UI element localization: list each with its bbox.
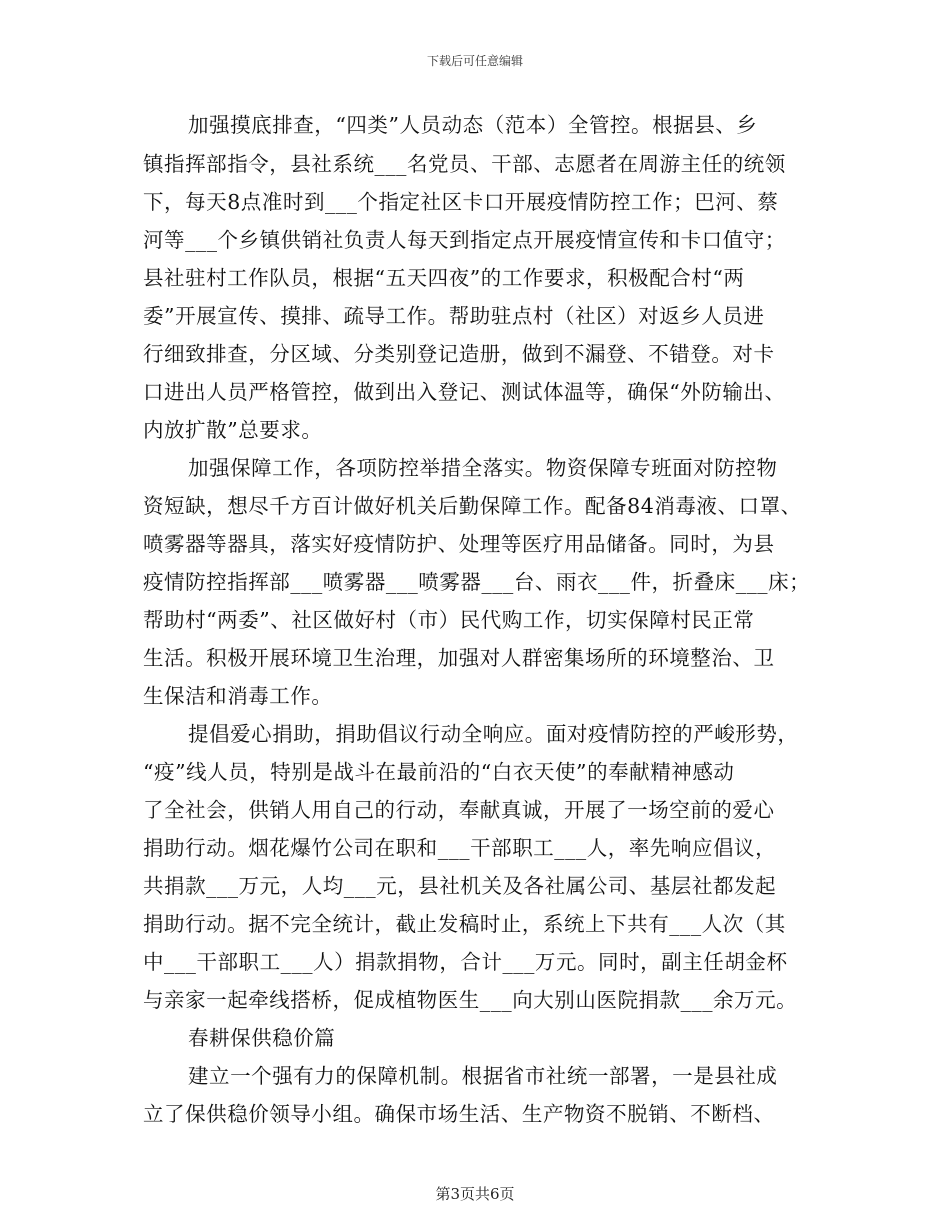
text-line: 疫情防控指挥部___喷雾器___喷雾器___台、雨衣___件，折叠床___床； xyxy=(143,570,811,594)
section-heading: 春耕保供稳价篇 xyxy=(188,1026,336,1050)
text-line: 县社驻村工作队员，根据“五天四夜”的工作要求，积极配合村“两 xyxy=(143,266,745,290)
text-line: 中___干部职工___人）捐款捐物，合计___万元。同时，副主任胡金杯 xyxy=(143,950,788,974)
text-line: “疫”线人员，特别是战斗在最前沿的“白衣天使”的奉献精神感动 xyxy=(143,760,735,784)
text-line: 喷雾器等器具，落实好疫情防护、处理等医疗用品储备。同时，为县 xyxy=(143,532,775,556)
text-line: 加强摸底排查，“四类”人员动态（范本）全管控。根据县、乡 xyxy=(188,113,758,137)
text-line: 内放扩散”总要求。 xyxy=(143,418,323,442)
text-line: 委”开展宣传、摸排、疏导工作。帮助驻点村（社区）对返乡人员进 xyxy=(143,304,765,328)
text-line: 加强保障工作，各项防控举措全落实。物资保障专班面对防控物 xyxy=(188,456,778,480)
text-line: 下，每天8点准时到___个指定社区卡口开展疫情防控工作；巴河、蔡 xyxy=(143,190,779,214)
text-line: 河等___个乡镇供销社负责人每天到指定点开展疫情宣传和卡口值守； xyxy=(143,228,786,252)
text-line: 了全社会，供销人用自己的行动，奉献真诚，开展了一场空前的爱心 xyxy=(143,798,775,822)
text-line: 建立一个强有力的保障机制。根据省市社统一部署，一是县社成 xyxy=(188,1064,778,1088)
text-line: 提倡爱心捐助，捐助倡议行动全响应。面对疫情防控的严峻形势， xyxy=(188,722,799,746)
text-line: 生保洁和消毒工作。 xyxy=(143,684,333,708)
text-line: 生活。积极开展环境卫生治理，加强对人群密集场所的环境整治、卫 xyxy=(143,646,775,670)
text-line: 口进出人员严格管控，做到出入登记、测试体温等，确保“外防输出、 xyxy=(143,380,786,404)
text-line: 捐助行动。据不完全统计，截止发稿时止，系统上下共有___人次（其 xyxy=(143,912,786,936)
text-line: 镇指挥部指令，县社系统___名党员、干部、志愿者在周游主任的统领 xyxy=(143,152,786,176)
text-line: 与亲家一起牵线搭桥，促成植物医生___向大别山医院捐款___余万元。 xyxy=(143,988,798,1012)
page-header: 下载后可任意编辑 xyxy=(426,54,523,68)
page-number: 第3页共6页 xyxy=(435,1185,515,1203)
text-line: 行细致排查，分区域、分类别登记造册，做到不漏登、不错登。对卡 xyxy=(143,342,775,366)
text-line: 捐助行动。烟花爆竹公司在职和___干部职工___人，率先响应倡议， xyxy=(143,836,777,860)
text-line: 共捐款___万元，人均___元，县社机关及各社属公司、基层社都发起 xyxy=(143,874,777,898)
text-line: 资短缺，想尽千方百计做好机关后勤保障工作。配备84消毒液、口罩、 xyxy=(143,494,802,518)
text-line: 帮助村“两委”、社区做好村（市）民代购工作，切实保障村民正常 xyxy=(143,608,755,632)
text-line: 立了保供稳价领导小组。确保市场生活、生产物资不脱销、不断档、 xyxy=(143,1102,775,1126)
